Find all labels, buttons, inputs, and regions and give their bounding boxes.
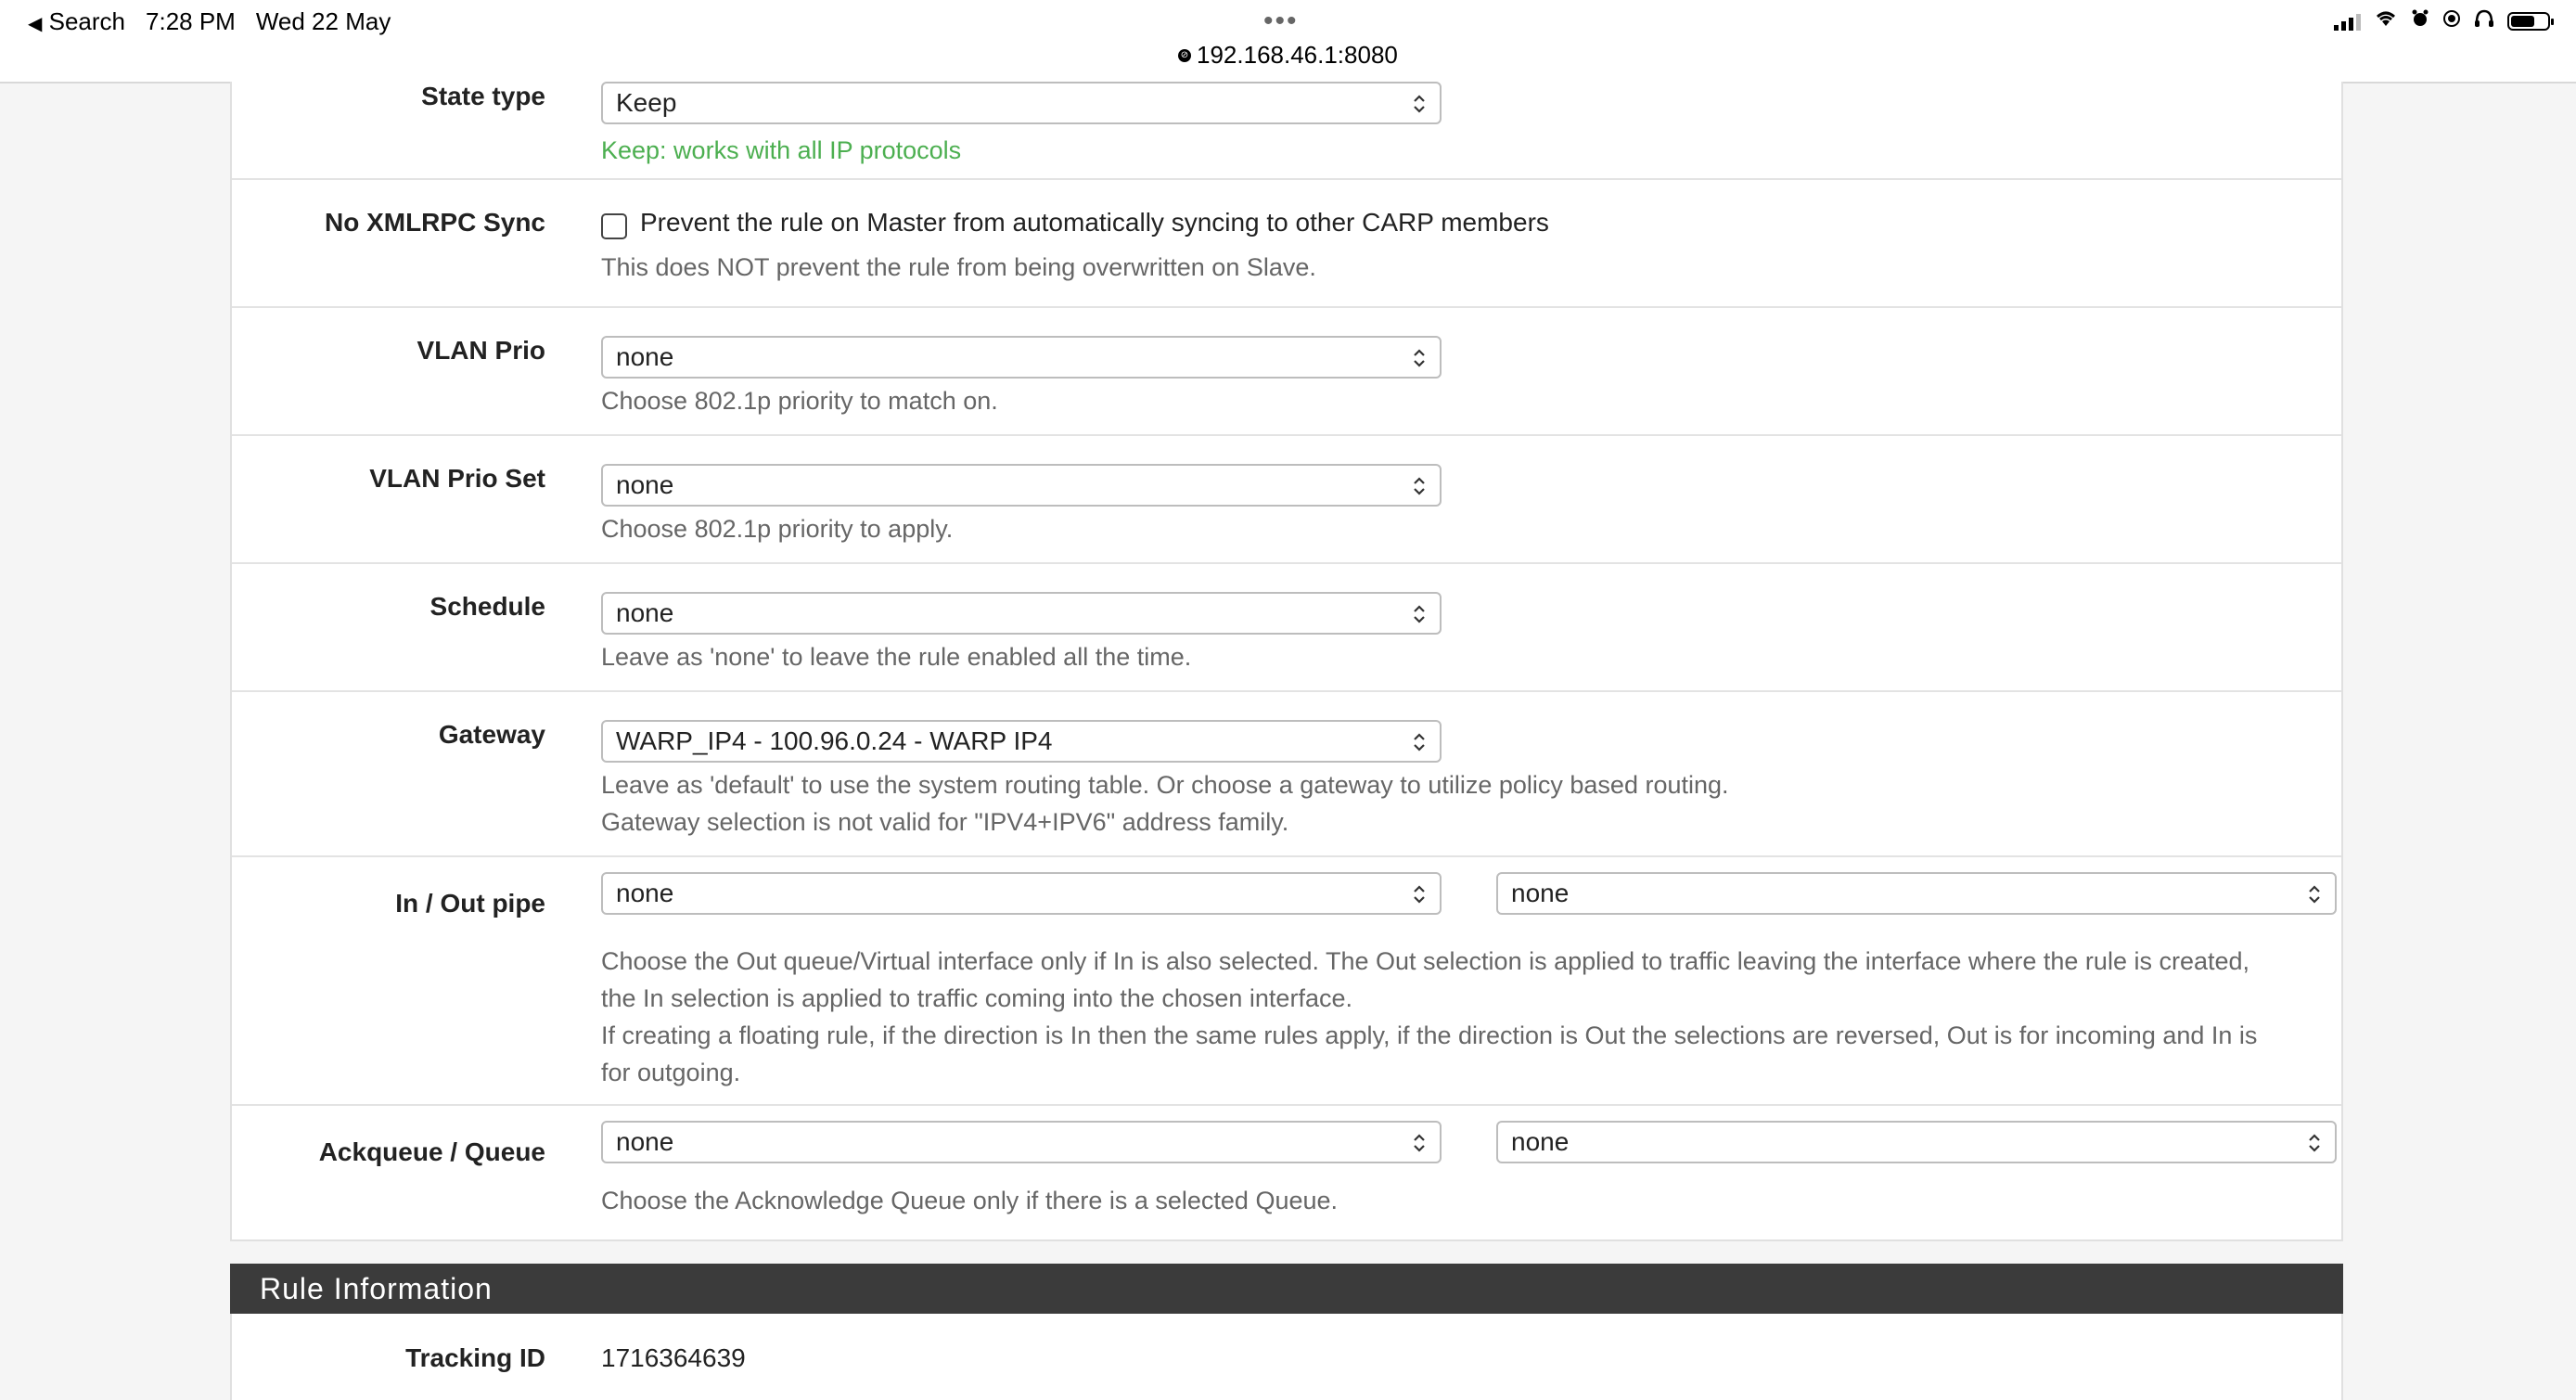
vlan-prio-value: none [616,342,674,371]
select-arrows-icon [1412,729,1427,755]
queue-select[interactable] [1496,1121,2337,1163]
in-pipe-value: none [616,879,674,907]
schedule-select[interactable] [601,592,1442,635]
no-xmlrpc-label: No XMLRPC Sync [324,208,545,237]
ackqueue-row [232,1106,2341,1241]
vlan-prio-row [232,308,2341,436]
gateway-value: WARP_IP4 - 100.96.0.24 - WARP IP4 [616,726,1053,755]
ackqueue-help: Choose the Acknowledge Queue only if there is a selected Queue. [601,1187,1339,1214]
ackqueue-label: Ackqueue / Queue [318,1137,545,1166]
inout-pipe-label: In / Out pipe [395,889,545,918]
date: Wed 22 May [255,7,391,35]
alarm-icon [2411,9,2429,33]
gateway-label: Gateway [438,720,545,749]
multitasking-dots-icon[interactable]: ••• [1263,6,1299,36]
gateway-row [232,692,2341,857]
gateway-help-family: Gateway selection is not valid for "IPV4+IPV6" address family. [601,808,1289,836]
vlan-prio-select[interactable] [601,336,1442,379]
rule-information-heading: Rule Information [230,1264,2343,1314]
vlan-prio-set-help: Choose 802.1p priority to apply. [601,515,954,543]
vlan-prio-help: Choose 802.1p priority to match on. [601,387,998,415]
schedule-value: none [616,598,674,627]
status-bar [0,0,2576,83]
battery-icon [2507,12,2550,31]
state-type-help: Keep: works with all IP protocols [601,136,962,164]
no-xmlrpc-row [232,180,2341,308]
state-type-label: State type [421,82,545,110]
select-arrows-icon [2307,881,2322,907]
queue-value: none [1511,1127,1570,1156]
select-arrows-icon [1412,601,1427,627]
select-arrows-icon [1412,1130,1427,1156]
select-arrows-icon [2307,1130,2322,1156]
out-pipe-value: none [1511,879,1570,907]
inout-pipe-row [232,857,2341,1106]
headphones-icon [2474,9,2494,33]
select-arrows-icon [1412,345,1427,371]
cellular-signal-icon [2334,12,2361,31]
vlan-prio-label: VLAN Prio [417,336,545,365]
vlan-prio-set-select[interactable] [601,464,1442,507]
schedule-label: Schedule [429,592,545,621]
advanced-options-panel [230,82,2343,1241]
state-type-row [232,82,2341,180]
select-arrows-icon [1412,91,1427,117]
inout-pipe-help-2: the In selection is applied to traffic coming into the chosen interface. [601,984,1352,1012]
in-pipe-select[interactable] [601,872,1442,915]
inout-pipe-help-4: for outgoing. [601,1059,741,1086]
tracking-id-label: Tracking ID [405,1343,545,1372]
vlan-prio-set-label: VLAN Prio Set [369,464,545,493]
select-arrows-icon [1412,881,1427,907]
schedule-help: Leave as 'none' to leave the rule enabled all the time. [601,643,1192,671]
gateway-help: Leave as 'default' to use the system routing table. Or choose a gateway to utilize policy based routing. [601,771,1729,799]
out-pipe-select[interactable] [1496,872,2337,915]
inout-pipe-help-3: If creating a floating rule, if the direction is In then the same rules apply, if the direction is Out the selections are reversed, Out is for incoming and In is [601,1021,2258,1049]
no-xmlrpc-help: This does NOT prevent the rule from being overwritten on Slave. [601,253,1316,281]
select-arrows-icon [1412,473,1427,499]
url-text: 192.168.46.1:8080 [1197,41,1398,69]
site-info-icon: ⊘ [1178,49,1191,62]
vlan-prio-set-value: none [616,470,674,499]
back-to-search-link[interactable] [28,7,125,36]
state-type-select[interactable] [601,82,1442,124]
back-arrow-icon: ◀ [28,14,43,34]
inout-pipe-help-1: Choose the Out queue/Virtual interface only if In is also selected. The Out selection is applied to traffic leaving the interface where the rule is created, [601,947,2250,975]
gateway-select[interactable] [601,720,1442,763]
back-label: Search [48,7,126,35]
wifi-icon [2374,9,2398,33]
no-xmlrpc-checkbox[interactable] [601,213,627,239]
ackqueue-select[interactable] [601,1121,1442,1163]
tracking-id-value: 1716364639 [601,1343,746,1372]
vlan-prio-set-row [232,436,2341,564]
address-bar[interactable] [1178,41,1398,70]
clock: 7:28 PM [146,7,236,35]
schedule-row [232,564,2341,692]
no-xmlrpc-checkbox-label[interactable]: Prevent the rule on Master from automatically syncing to other CARP members [640,208,1549,237]
ackqueue-value: none [616,1127,674,1156]
state-type-value: Keep [616,88,677,117]
do-not-disturb-icon [2442,9,2461,33]
rule-information-panel [230,1314,2343,1400]
